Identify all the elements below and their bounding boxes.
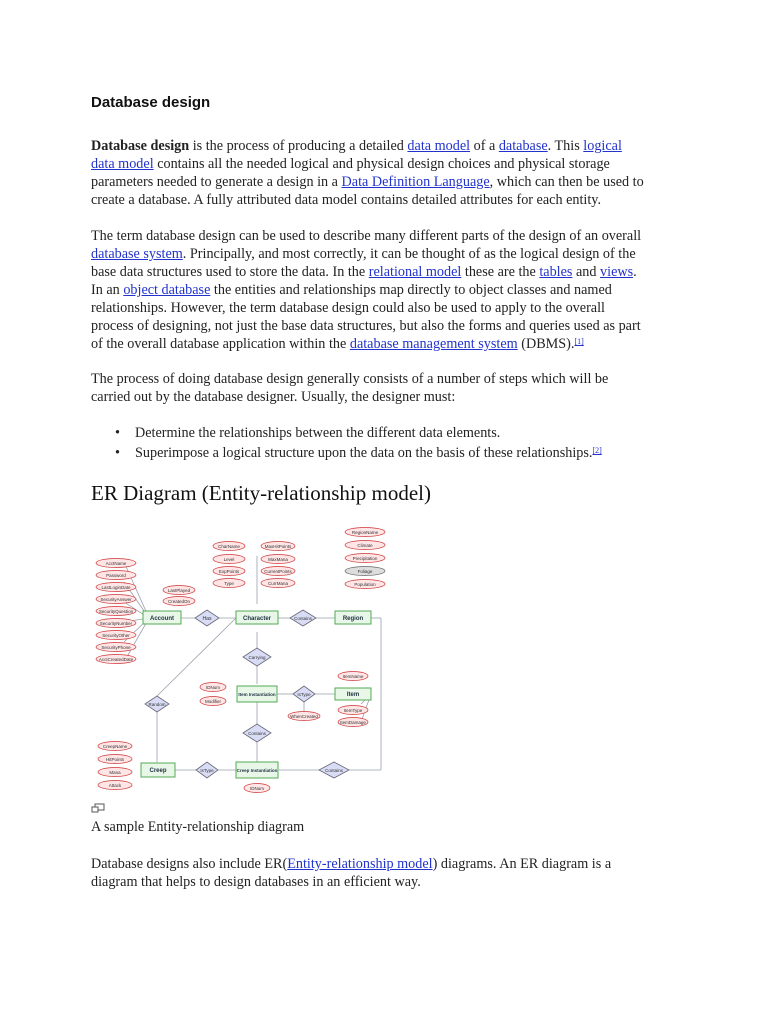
link-views[interactable]: views — [600, 264, 634, 280]
er-paragraph — [91, 855, 683, 891]
text-span: ) diagrams. An ER diagram is a — [432, 856, 612, 872]
link-database-system[interactable]: database system — [91, 246, 183, 262]
attribute-label: MaxMana — [268, 557, 288, 562]
attribute-label: ItemName — [342, 674, 364, 679]
text-span: In an — [91, 282, 124, 298]
entity-item-instantiation: Item Instantiation — [238, 692, 276, 697]
text-span: The process of doing database design generally consists of a number of steps which will be — [91, 371, 609, 387]
diagram-caption: A sample Entity-relationship diagram — [91, 819, 305, 835]
attribute-label: HitPoints — [105, 757, 125, 762]
text-span: Database designs also include ER( — [91, 856, 288, 872]
text-span: . — [633, 264, 637, 280]
text-span: The term database design can be used to describe many different parts of the design of an overall — [91, 228, 642, 244]
link-logical-data-model[interactable]: data model — [91, 156, 154, 172]
attribute-label: CurrentPoints — [264, 569, 292, 574]
attribute-label: Modifier — [204, 699, 222, 704]
relation-has: Has — [202, 616, 212, 622]
attribute-label: Precipitation — [352, 556, 378, 561]
text-span: is the process of producing a detailed — [189, 138, 408, 154]
text-span: and — [572, 264, 601, 280]
text-span: carried out by the database designer. Usually, the designer must: — [91, 389, 456, 405]
reference-link-2[interactable]: [2] — [592, 446, 602, 455]
link-dbms[interactable]: database management system — [349, 336, 518, 352]
attribute-label: IDNum — [249, 786, 265, 791]
text-span: relationships. However, the term database design could also be used to apply to the overall — [91, 300, 605, 316]
text-span: create a database. A fully attributed data model contains detailed attributes for each entity. — [91, 192, 602, 208]
attribute-label: MaxHitPoints — [264, 544, 292, 549]
text-span: base data structures used to store the data. In the — [91, 264, 369, 280]
attribute-label: SecurityAnswer — [100, 597, 132, 602]
link-object-database[interactable]: object database — [123, 282, 211, 298]
list-item-text: Superimpose a logical structure upon the data on the basis of these relationships. — [135, 445, 593, 461]
attribute-label: AcctName — [105, 561, 127, 566]
process-paragraph — [91, 370, 683, 406]
attribute-label: WhenCreated — [290, 714, 318, 719]
relation-contains: Contains — [248, 731, 266, 736]
attribute-label: SecurityQuestion — [98, 609, 134, 614]
er-heading: ER Diagram (Entity-relationship model) — [91, 481, 431, 505]
attribute-label: LastPlayed — [167, 588, 191, 593]
attribute-label: Climate — [357, 543, 373, 548]
attribute-label: SecurityPhone — [101, 645, 131, 650]
attribute-label: Mana — [109, 770, 121, 775]
entity-creep: Creep — [149, 768, 167, 774]
attribute-label: ItemDamage — [340, 720, 366, 725]
text-span: of a — [470, 138, 499, 154]
link-entity-relationship-model[interactable]: Entity-relationship model — [287, 856, 433, 872]
character-attributes — [163, 542, 295, 606]
text-span: process of designing, not just the base data structures, but also the forms and queries used as part — [91, 318, 641, 334]
text-span: these are the — [461, 264, 540, 280]
entity-account: Account — [150, 616, 174, 622]
entities — [141, 611, 371, 778]
attribute-label: SecurityNumber — [99, 621, 133, 626]
attribute-label: CreepName — [102, 744, 128, 749]
text-span: . This — [547, 138, 584, 154]
text-span: . Principally, and most correctly, it can be thought of as the logical design of the — [182, 246, 636, 262]
link-database[interactable]: database — [498, 138, 548, 154]
attribute-label: ExpPoints — [218, 569, 240, 574]
bold-term: Database design — [91, 138, 190, 154]
list-item — [91, 444, 691, 462]
entity-character: Character — [242, 616, 272, 622]
attribute-label: SecurityOther — [102, 633, 130, 638]
attribute-label: ItemType — [343, 708, 363, 713]
text-span: (DBMS). — [517, 336, 575, 352]
attribute-label: CharName — [218, 544, 240, 549]
relation-carrying: Carrying — [248, 655, 266, 660]
attribute-label: Type — [224, 581, 234, 586]
entity-creep-instantiation: Creep Instantiation — [236, 768, 278, 773]
link-data-model[interactable]: data model — [407, 138, 471, 154]
text-span: of the overall database application within the — [91, 336, 350, 352]
region-attributes — [345, 528, 385, 589]
er-diagram — [91, 524, 391, 801]
relation-is-type: IsType — [297, 692, 311, 697]
intro-paragraph — [91, 137, 683, 209]
attribute-label: Attack — [108, 783, 122, 788]
attribute-label: CurrMana — [267, 581, 289, 586]
steps-list — [91, 424, 691, 464]
entity-region: Region — [342, 616, 364, 622]
image-icon — [91, 800, 105, 818]
attribute-label: CreatedOn — [167, 599, 191, 604]
attribute-label: IDNum — [205, 685, 221, 690]
text-span: diagram that helps to design databases in an efficient way. — [91, 874, 421, 890]
section-heading: Database design — [91, 94, 211, 111]
link-relational-model[interactable]: relational model — [368, 264, 462, 280]
attribute-label: RegionName — [351, 530, 379, 535]
text-span: parameters needed to generate a design in a — [91, 174, 342, 190]
list-item-text: Determine the relationships between the different data elements. — [135, 425, 501, 441]
attribute-label: LastLoginDate — [101, 585, 131, 590]
account-attributes — [96, 559, 136, 664]
reference-link-1[interactable]: [1] — [574, 337, 584, 346]
list-item — [91, 424, 691, 442]
text-span: the entities and relationships map directly to object classes and named — [210, 282, 612, 298]
attribute-label: Foliage — [357, 569, 373, 574]
entity-item: Item — [346, 692, 360, 698]
attribute-label: Level — [223, 557, 235, 562]
relation-contains: Contains — [294, 616, 312, 621]
attribute-label: Population — [354, 582, 376, 587]
link-logical[interactable]: logical — [583, 138, 622, 154]
text-span: , which can then be used to — [489, 174, 644, 190]
link-tables[interactable]: tables — [539, 264, 573, 280]
bullet-icon: • — [115, 445, 120, 461]
bullet-icon: • — [115, 425, 120, 441]
relation-is-type: IsType — [200, 768, 214, 773]
term-paragraph — [91, 227, 683, 353]
relation-contains: Contains — [325, 768, 343, 773]
attribute-label: Password — [106, 573, 126, 578]
relation-random: Random — [148, 702, 166, 707]
text-span: contains all the needed logical and physical design choices and physical storage — [153, 156, 610, 172]
link-ddl[interactable]: Data Definition Language — [341, 174, 490, 190]
attribute-label: AcctCreatedDate — [98, 657, 134, 662]
